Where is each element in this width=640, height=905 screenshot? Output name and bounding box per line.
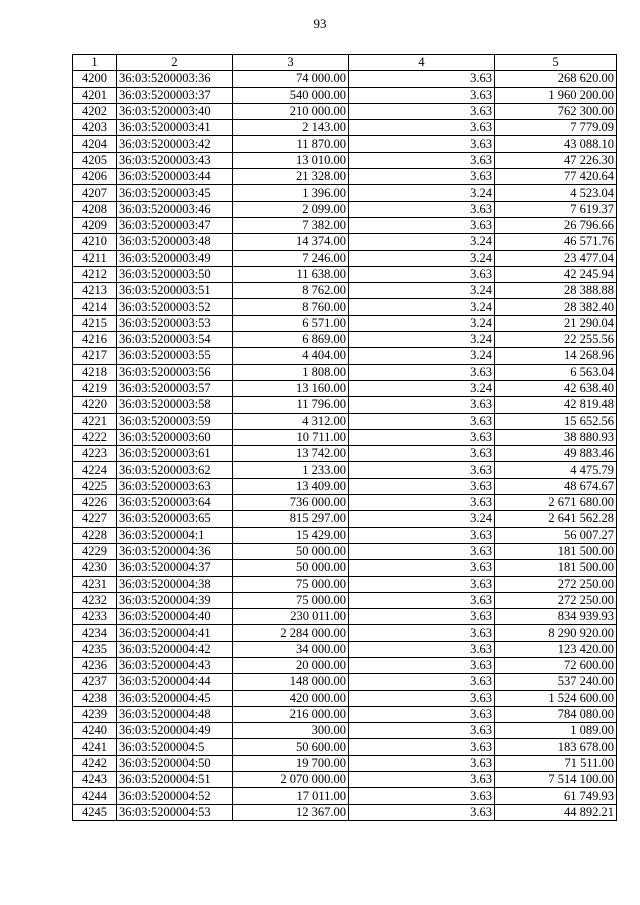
row-number-cell: 4210: [73, 234, 117, 250]
table-row: [73, 380, 617, 396]
value-cell: 44 892.21: [495, 804, 617, 820]
cadastral-number-cell: 36:03:5200003:58: [117, 397, 233, 413]
table-row: [73, 315, 617, 331]
rate-cell: 3.24: [349, 380, 495, 396]
value-cell: 71 511.00: [495, 755, 617, 771]
rate-cell: 3.63: [349, 266, 495, 282]
area-cell: 216 000.00: [233, 706, 349, 722]
value-cell: 2 641 562.28: [495, 511, 617, 527]
cadastral-number-cell: 36:03:5200003:43: [117, 152, 233, 168]
rate-cell: 3.63: [349, 169, 495, 185]
rate-cell: 3.63: [349, 609, 495, 625]
area-cell: 2 284 000.00: [233, 625, 349, 641]
value-cell: 28 382.40: [495, 299, 617, 315]
column-header-3: 3: [233, 55, 349, 71]
rate-cell: 3.63: [349, 364, 495, 380]
cadastral-number-cell: 36:03:5200004:48: [117, 706, 233, 722]
cadastral-number-cell: 36:03:5200003:45: [117, 185, 233, 201]
table-row: [73, 723, 617, 739]
area-cell: 1 808.00: [233, 364, 349, 380]
row-number-cell: 4206: [73, 169, 117, 185]
table-row: [73, 543, 617, 559]
row-number-cell: 4236: [73, 657, 117, 673]
area-cell: 13 409.00: [233, 478, 349, 494]
cadastral-number-cell: 36:03:5200003:50: [117, 266, 233, 282]
rate-cell: 3.63: [349, 495, 495, 511]
cadastral-number-cell: 36:03:5200003:63: [117, 478, 233, 494]
cadastral-number-cell: 36:03:5200003:42: [117, 136, 233, 152]
cadastral-number-cell: 36:03:5200004:53: [117, 804, 233, 820]
area-cell: 6 571.00: [233, 315, 349, 331]
area-cell: 4 312.00: [233, 413, 349, 429]
table-row: [73, 511, 617, 527]
rate-cell: 3.63: [349, 152, 495, 168]
area-cell: 75 000.00: [233, 592, 349, 608]
cadastral-number-cell: 36:03:5200004:39: [117, 592, 233, 608]
rate-cell: 3.63: [349, 674, 495, 690]
value-cell: 43 088.10: [495, 136, 617, 152]
rate-cell: 3.63: [349, 560, 495, 576]
area-cell: 300.00: [233, 723, 349, 739]
area-cell: 8 760.00: [233, 299, 349, 315]
value-cell: 49 883.46: [495, 446, 617, 462]
table-row: [73, 266, 617, 282]
value-cell: 272 250.00: [495, 576, 617, 592]
cadastral-number-cell: 36:03:5200004:43: [117, 657, 233, 673]
area-cell: 14 374.00: [233, 234, 349, 250]
rate-cell: 3.63: [349, 103, 495, 119]
value-cell: 7 619.37: [495, 201, 617, 217]
area-cell: 34 000.00: [233, 641, 349, 657]
value-cell: 56 007.27: [495, 527, 617, 543]
cadastral-number-cell: 36:03:5200003:61: [117, 446, 233, 462]
area-cell: 815 297.00: [233, 511, 349, 527]
row-number-cell: 4223: [73, 446, 117, 462]
rate-cell: 3.63: [349, 120, 495, 136]
table-row: [73, 217, 617, 233]
table-row: [73, 609, 617, 625]
row-number-cell: 4219: [73, 380, 117, 396]
cadastral-number-cell: 36:03:5200004:36: [117, 543, 233, 559]
area-cell: 148 000.00: [233, 674, 349, 690]
table-row: [73, 429, 617, 445]
table-row: [73, 706, 617, 722]
value-cell: 26 796.66: [495, 217, 617, 233]
rate-cell: 3.24: [349, 250, 495, 266]
row-number-cell: 4239: [73, 706, 117, 722]
rate-cell: 3.63: [349, 543, 495, 559]
area-cell: 2 070 000.00: [233, 772, 349, 788]
table-row: [73, 478, 617, 494]
table-row: [73, 657, 617, 673]
rate-cell: 3.63: [349, 739, 495, 755]
value-cell: 15 652.56: [495, 413, 617, 429]
table-row: [73, 690, 617, 706]
table-body: [73, 71, 617, 821]
cadastral-number-cell: 36:03:5200004:40: [117, 609, 233, 625]
row-number-cell: 4208: [73, 201, 117, 217]
row-number-cell: 4217: [73, 348, 117, 364]
value-cell: 7 779.09: [495, 120, 617, 136]
value-cell: 537 240.00: [495, 674, 617, 690]
header-row: [73, 55, 617, 71]
rate-cell: 3.63: [349, 478, 495, 494]
rate-cell: 3.63: [349, 136, 495, 152]
table-row: [73, 169, 617, 185]
row-number-cell: 4225: [73, 478, 117, 494]
area-cell: 11 870.00: [233, 136, 349, 152]
value-cell: 4 475.79: [495, 462, 617, 478]
row-number-cell: 4211: [73, 250, 117, 266]
column-header-5: 5: [495, 55, 617, 71]
rate-cell: 3.63: [349, 723, 495, 739]
value-cell: 6 563.04: [495, 364, 617, 380]
cadastral-number-cell: 36:03:5200003:41: [117, 120, 233, 136]
row-number-cell: 4243: [73, 772, 117, 788]
rate-cell: 3.63: [349, 397, 495, 413]
area-cell: 15 429.00: [233, 527, 349, 543]
rate-cell: 3.24: [349, 511, 495, 527]
rate-cell: 3.63: [349, 413, 495, 429]
area-cell: 2 143.00: [233, 120, 349, 136]
rate-cell: 3.24: [349, 234, 495, 250]
area-cell: 19 700.00: [233, 755, 349, 771]
cadastral-number-cell: 36:03:5200003:56: [117, 364, 233, 380]
row-number-cell: 4228: [73, 527, 117, 543]
value-cell: 1 960 200.00: [495, 87, 617, 103]
area-cell: 13 160.00: [233, 380, 349, 396]
row-number-cell: 4209: [73, 217, 117, 233]
area-cell: 20 000.00: [233, 657, 349, 673]
value-cell: 46 571.76: [495, 234, 617, 250]
row-number-cell: 4231: [73, 576, 117, 592]
table-row: [73, 201, 617, 217]
cadastral-number-cell: 36:03:5200003:40: [117, 103, 233, 119]
rate-cell: 3.24: [349, 299, 495, 315]
table-row: [73, 755, 617, 771]
rate-cell: 3.63: [349, 527, 495, 543]
table-row: [73, 413, 617, 429]
cadastral-number-cell: 36:03:5200003:44: [117, 169, 233, 185]
row-number-cell: 4244: [73, 788, 117, 804]
cadastral-number-cell: 36:03:5200004:38: [117, 576, 233, 592]
cadastral-number-cell: 36:03:5200004:5: [117, 739, 233, 755]
cadastral-number-cell: 36:03:5200003:47: [117, 217, 233, 233]
rate-cell: 3.63: [349, 772, 495, 788]
value-cell: 8 290 920.00: [495, 625, 617, 641]
value-cell: 1 524 600.00: [495, 690, 617, 706]
cadastral-number-cell: 36:03:5200003:57: [117, 380, 233, 396]
table-row: [73, 788, 617, 804]
area-cell: 7 382.00: [233, 217, 349, 233]
cadastral-number-cell: 36:03:5200003:55: [117, 348, 233, 364]
row-number-cell: 4216: [73, 332, 117, 348]
value-cell: 123 420.00: [495, 641, 617, 657]
table-row: [73, 120, 617, 136]
value-cell: 21 290.04: [495, 315, 617, 331]
value-cell: 272 250.00: [495, 592, 617, 608]
table-row: [73, 136, 617, 152]
cadastral-number-cell: 36:03:5200004:41: [117, 625, 233, 641]
rate-cell: 3.24: [349, 283, 495, 299]
rate-cell: 3.63: [349, 788, 495, 804]
cadastral-number-cell: 36:03:5200003:65: [117, 511, 233, 527]
rate-cell: 3.63: [349, 592, 495, 608]
table-row: [73, 527, 617, 543]
cadastral-number-cell: 36:03:5200004:49: [117, 723, 233, 739]
cadastral-number-cell: 36:03:5200004:1: [117, 527, 233, 543]
cadastral-number-cell: 36:03:5200004:37: [117, 560, 233, 576]
area-cell: 420 000.00: [233, 690, 349, 706]
row-number-cell: 4235: [73, 641, 117, 657]
row-number-cell: 4224: [73, 462, 117, 478]
table-row: [73, 185, 617, 201]
row-number-cell: 4227: [73, 511, 117, 527]
value-cell: 42 638.40: [495, 380, 617, 396]
area-cell: 17 011.00: [233, 788, 349, 804]
area-cell: 736 000.00: [233, 495, 349, 511]
table-row: [73, 332, 617, 348]
area-cell: 230 011.00: [233, 609, 349, 625]
table-row: [73, 87, 617, 103]
row-number-cell: 4201: [73, 87, 117, 103]
rate-cell: 3.63: [349, 706, 495, 722]
row-number-cell: 4233: [73, 609, 117, 625]
row-number-cell: 4232: [73, 592, 117, 608]
value-cell: 1 089.00: [495, 723, 617, 739]
rate-cell: 3.24: [349, 348, 495, 364]
cadastral-number-cell: 36:03:5200003:51: [117, 283, 233, 299]
cadastral-number-cell: 36:03:5200003:54: [117, 332, 233, 348]
rate-cell: 3.63: [349, 625, 495, 641]
value-cell: 61 749.93: [495, 788, 617, 804]
row-number-cell: 4245: [73, 804, 117, 820]
value-cell: 7 514 100.00: [495, 772, 617, 788]
table-row: [73, 739, 617, 755]
row-number-cell: 4229: [73, 543, 117, 559]
rate-cell: 3.63: [349, 755, 495, 771]
table-row: [73, 625, 617, 641]
cadastral-table: [72, 54, 617, 821]
cadastral-number-cell: 36:03:5200003:53: [117, 315, 233, 331]
page-number: 93: [313, 16, 327, 31]
value-cell: 181 500.00: [495, 543, 617, 559]
area-cell: 7 246.00: [233, 250, 349, 266]
value-cell: 48 674.67: [495, 478, 617, 494]
table-row: [73, 250, 617, 266]
column-header-4: 4: [349, 55, 495, 71]
value-cell: 834 939.93: [495, 609, 617, 625]
rate-cell: 3.63: [349, 576, 495, 592]
cadastral-number-cell: 36:03:5200003:49: [117, 250, 233, 266]
row-number-cell: 4200: [73, 71, 117, 87]
rate-cell: 3.24: [349, 185, 495, 201]
table-row: [73, 592, 617, 608]
row-number-cell: 4230: [73, 560, 117, 576]
value-cell: 72 600.00: [495, 657, 617, 673]
cadastral-number-cell: 36:03:5200003:60: [117, 429, 233, 445]
table-row: [73, 804, 617, 820]
rate-cell: 3.63: [349, 690, 495, 706]
table-row: [73, 560, 617, 576]
cadastral-number-cell: 36:03:5200003:37: [117, 87, 233, 103]
value-cell: 38 880.93: [495, 429, 617, 445]
table-row: [73, 576, 617, 592]
value-cell: 183 678.00: [495, 739, 617, 755]
cadastral-number-cell: 36:03:5200004:44: [117, 674, 233, 690]
row-number-cell: 4212: [73, 266, 117, 282]
row-number-cell: 4240: [73, 723, 117, 739]
table-row: [73, 772, 617, 788]
value-cell: 181 500.00: [495, 560, 617, 576]
table-row: [73, 234, 617, 250]
cadastral-number-cell: 36:03:5200003:62: [117, 462, 233, 478]
table-row: [73, 397, 617, 413]
row-number-cell: 4203: [73, 120, 117, 136]
row-number-cell: 4207: [73, 185, 117, 201]
row-number-cell: 4226: [73, 495, 117, 511]
value-cell: 784 080.00: [495, 706, 617, 722]
row-number-cell: 4202: [73, 103, 117, 119]
value-cell: 2 671 680.00: [495, 495, 617, 511]
area-cell: 50 000.00: [233, 560, 349, 576]
cadastral-number-cell: 36:03:5200003:48: [117, 234, 233, 250]
value-cell: 762 300.00: [495, 103, 617, 119]
cadastral-number-cell: 36:03:5200004:52: [117, 788, 233, 804]
area-cell: 1 396.00: [233, 185, 349, 201]
cadastral-number-cell: 36:03:5200003:64: [117, 495, 233, 511]
rate-cell: 3.63: [349, 87, 495, 103]
table-row: [73, 348, 617, 364]
area-cell: 12 367.00: [233, 804, 349, 820]
cadastral-number-cell: 36:03:5200003:46: [117, 201, 233, 217]
cadastral-number-cell: 36:03:5200003:52: [117, 299, 233, 315]
value-cell: 47 226.30: [495, 152, 617, 168]
area-cell: 11 638.00: [233, 266, 349, 282]
rate-cell: 3.63: [349, 429, 495, 445]
value-cell: 268 620.00: [495, 71, 617, 87]
table-row: [73, 103, 617, 119]
table-row: [73, 152, 617, 168]
row-number-cell: 4234: [73, 625, 117, 641]
area-cell: 8 762.00: [233, 283, 349, 299]
rate-cell: 3.63: [349, 446, 495, 462]
area-cell: 50 600.00: [233, 739, 349, 755]
value-cell: 22 255.56: [495, 332, 617, 348]
value-cell: 77 420.64: [495, 169, 617, 185]
row-number-cell: 4221: [73, 413, 117, 429]
rate-cell: 3.24: [349, 332, 495, 348]
area-cell: 540 000.00: [233, 87, 349, 103]
cadastral-number-cell: 36:03:5200004:45: [117, 690, 233, 706]
rate-cell: 3.63: [349, 217, 495, 233]
value-cell: 42 245.94: [495, 266, 617, 282]
table-row: [73, 71, 617, 87]
area-cell: 21 328.00: [233, 169, 349, 185]
table-row: [73, 495, 617, 511]
row-number-cell: 4213: [73, 283, 117, 299]
rate-cell: 3.24: [349, 315, 495, 331]
cadastral-number-cell: 36:03:5200004:50: [117, 755, 233, 771]
row-number-cell: 4205: [73, 152, 117, 168]
area-cell: 13 742.00: [233, 446, 349, 462]
row-number-cell: 4218: [73, 364, 117, 380]
table-row: [73, 462, 617, 478]
table-row: [73, 446, 617, 462]
area-cell: 74 000.00: [233, 71, 349, 87]
value-cell: 4 523.04: [495, 185, 617, 201]
area-cell: 6 869.00: [233, 332, 349, 348]
row-number-cell: 4215: [73, 315, 117, 331]
rate-cell: 3.63: [349, 462, 495, 478]
area-cell: 11 796.00: [233, 397, 349, 413]
value-cell: 14 268.96: [495, 348, 617, 364]
row-number-cell: 4204: [73, 136, 117, 152]
row-number-cell: 4241: [73, 739, 117, 755]
row-number-cell: 4222: [73, 429, 117, 445]
rate-cell: 3.63: [349, 71, 495, 87]
area-cell: 10 711.00: [233, 429, 349, 445]
area-cell: 50 000.00: [233, 543, 349, 559]
area-cell: 210 000.00: [233, 103, 349, 119]
area-cell: 13 010.00: [233, 152, 349, 168]
row-number-cell: 4237: [73, 674, 117, 690]
cadastral-number-cell: 36:03:5200003:59: [117, 413, 233, 429]
table-row: [73, 283, 617, 299]
value-cell: 28 388.88: [495, 283, 617, 299]
row-number-cell: 4242: [73, 755, 117, 771]
table-row: [73, 364, 617, 380]
cadastral-number-cell: 36:03:5200004:42: [117, 641, 233, 657]
column-header-2: 2: [117, 55, 233, 71]
table-row: [73, 641, 617, 657]
row-number-cell: 4220: [73, 397, 117, 413]
area-cell: 1 233.00: [233, 462, 349, 478]
cadastral-number-cell: 36:03:5200004:51: [117, 772, 233, 788]
column-header-1: 1: [73, 55, 117, 71]
rate-cell: 3.63: [349, 641, 495, 657]
row-number-cell: 4238: [73, 690, 117, 706]
cadastral-number-cell: 36:03:5200003:36: [117, 71, 233, 87]
row-number-cell: 4214: [73, 299, 117, 315]
value-cell: 42 819.48: [495, 397, 617, 413]
rate-cell: 3.63: [349, 201, 495, 217]
rate-cell: 3.63: [349, 657, 495, 673]
area-cell: 2 099.00: [233, 201, 349, 217]
table-row: [73, 674, 617, 690]
value-cell: 23 477.04: [495, 250, 617, 266]
rate-cell: 3.63: [349, 804, 495, 820]
table-row: [73, 299, 617, 315]
area-cell: 4 404.00: [233, 348, 349, 364]
area-cell: 75 000.00: [233, 576, 349, 592]
